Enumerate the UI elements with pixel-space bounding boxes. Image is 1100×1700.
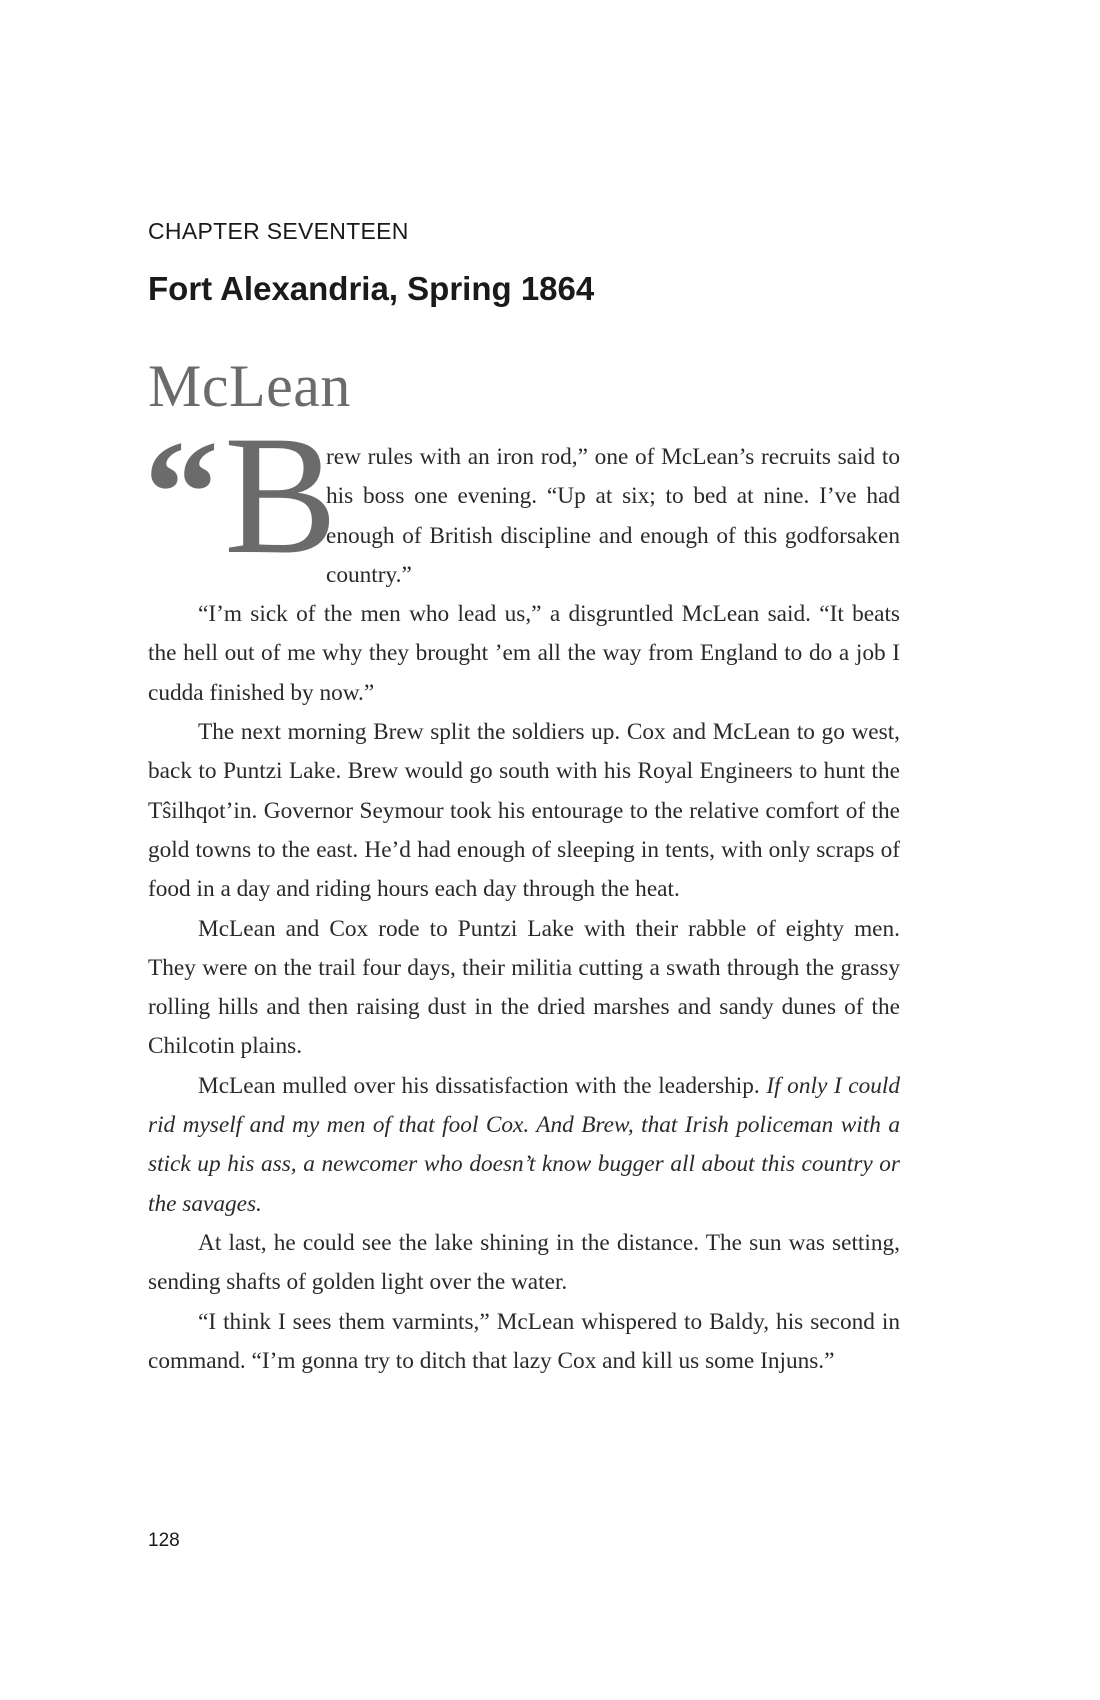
paragraph-5-text: McLean mulled over his dissatisfaction with the leadership. [198,1072,767,1099]
section-title: McLean [148,353,351,419]
paragraph-7: “I think I sees them varmints,” McLean whispered to Baldy, his second in command. “I’m gonna try to ditch that lazy Cox and kill us some Injuns.” [148,1308,900,1374]
paragraph-5-italic-thought: If only I could rid myself and my men of that fool Cox. And Brew, that Irish policeman with a stick up his ass, a newcomer who doesn’t know bugger all about this country or the savages. [148,1072,900,1217]
paragraph-6: At last, he could see the lake shining in the distance. The sun was setting, sending shafts of golden light over the water. [148,1229,900,1296]
chapter-label: CHAPTER SEVENTEEN [148,218,409,244]
body-text [144,401,900,1381]
paragraph-4: McLean and Cox rode to Puntzi Lake with their rabble of eighty men. They were on the trail four days, their militia cutting a swath through the grassy rolling hills and then raising dust in the dried marshes and sandy dunes of the Chilcotin plains. [148,915,900,1060]
paragraph-3: The next morning Brew split the soldiers up. Cox and McLean to go west, back to Puntzi Lake. Brew would go south with his Royal Engineers to hunt the Tŝilhqot’in. Governor Seymour took his entourage to the relative comfort of the gold towns to the east. He’d had enough of sleeping in tents, with only scraps of food in a day and riding hours each day through the heat. [148,719,900,903]
paragraph-1-text: rew rules with an iron rod,” one of McLean’s recruits said to his boss one evening. “Up at six; to bed at nine. I’ve had enough of British discipline and enough of this godforsaken country.” [326,444,900,588]
paragraph-5 [148,1067,900,1224]
drop-cap [144,401,338,589]
drop-cap-letter: B [224,401,338,589]
paragraph-2: “I’m sick of the men who lead us,” a disgruntled McLean said. “It beats the hell out of me why they brought ’em all the way from England to do a job I cudda finished by now.” [148,601,900,706]
paragraph-1 [144,401,900,595]
page-number: 128 [148,1530,180,1551]
drop-cap-quote-mark: “ [144,410,219,576]
chapter-title: Fort Alexandria, Spring 1864 [148,270,595,307]
